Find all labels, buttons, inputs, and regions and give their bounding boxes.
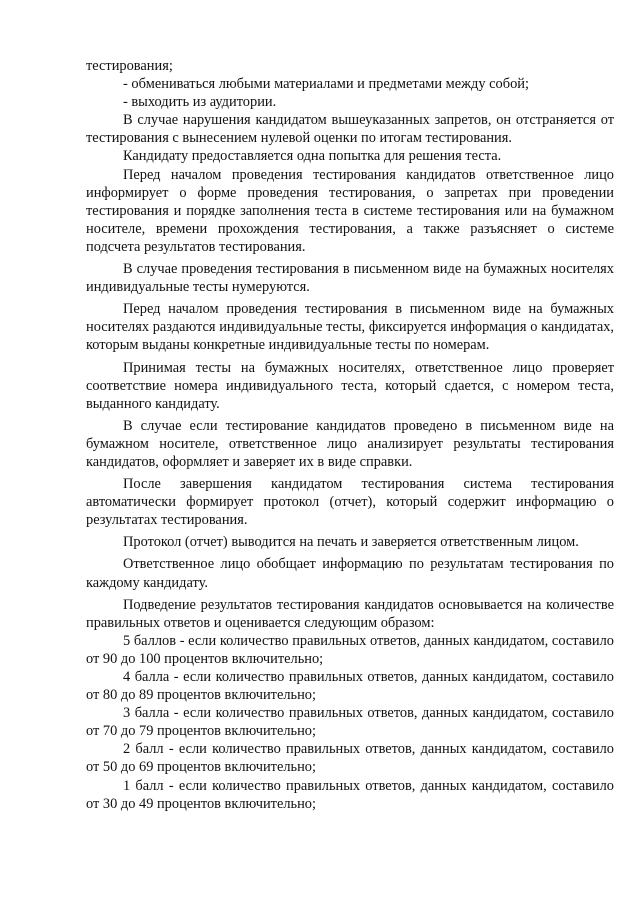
paragraph-13: Ответственное лицо обобщает информацию по результатам тестирования по каждому кандидату. [86, 556, 614, 591]
paragraph-18: 2 балл - если количество правильных ответов, данных кандидатом, составило от 50 до 69 процентов включительно; [86, 741, 614, 776]
paragraph-17: 3 балла - если количество правильных ответов, данных кандидатом, составило от 70 до 79 процентов включительно; [86, 705, 614, 740]
paragraph-12: Протокол (отчет) выводится на печать и заверяется ответственным лицом. [123, 534, 579, 551]
paragraph-4: В случае нарушения кандидатом вышеуказанных запретов, он отстраняется от тестирования с вынесением нулевой оценки по итогам тестирования. [86, 112, 614, 147]
paragraph-8: Перед началом проведения тестирования в письменном виде на бумажных носителях раздаются индивидуальные тесты, фиксируется информация о кандидатах, которым выданы конкретные индивидуальные тесты по номерам. [86, 301, 614, 354]
paragraph-14: Подведение результатов тестирования кандидатов основывается на количестве правильных ответов и оценивается следующим образом: [86, 596, 614, 631]
paragraph-9: Принимая тесты на бумажных носителях, ответственное лицо проверяет соответствие номера индивидуального теста, который сдается, с номером теста, выданного кандидату. [86, 359, 614, 412]
paragraph-19: 1 балл - если количество правильных ответов, данных кандидатом, составило от 30 до 49 процентов включительно; [86, 777, 614, 812]
paragraph-6: Перед началом проведения тестирования кандидатов ответственное лицо информирует о форме проведения тестирования, о запретах при проведении тестирования и порядке заполнения теста в системе тестирования или на бумажном носителе, времени прохождения тестирования, а также разъясняет о системе подсчета результатов тестирования. [86, 166, 614, 255]
paragraph-7: В случае проведения тестирования в письменном виде на бумажных носителях индивидуальные тесты нумеруются. [86, 261, 614, 296]
paragraph-5: Кандидату предоставляется одна попытка для решения теста. [123, 148, 502, 165]
paragraph-3: - выходить из аудитории. [123, 94, 277, 111]
paragraph-10: В случае если тестирование кандидатов проведено в письменном виде на бумажном носителе, ответственное лицо анализирует результаты тестирования кандидатов, оформляет и заверяет их в виде справки. [86, 417, 614, 470]
document-page [86, 57, 614, 813]
paragraph-16: 4 балла - если количество правильных ответов, данных кандидатом, составило от 80 до 89 процентов включительно; [86, 669, 614, 704]
paragraph-1: тестирования; [86, 58, 173, 74]
paragraph-15: 5 баллов - если количество правильных ответов, данных кандидатом, составило от 90 до 100 процентов включительно; [86, 632, 614, 667]
paragraph-11: После завершения кандидатом тестирования система тестирования автоматически формирует протокол (отчет), который содержит информацию о результатах тестирования. [86, 476, 614, 529]
paragraph-2: - обмениваться любыми материалами и предметами между собой; [123, 76, 529, 93]
